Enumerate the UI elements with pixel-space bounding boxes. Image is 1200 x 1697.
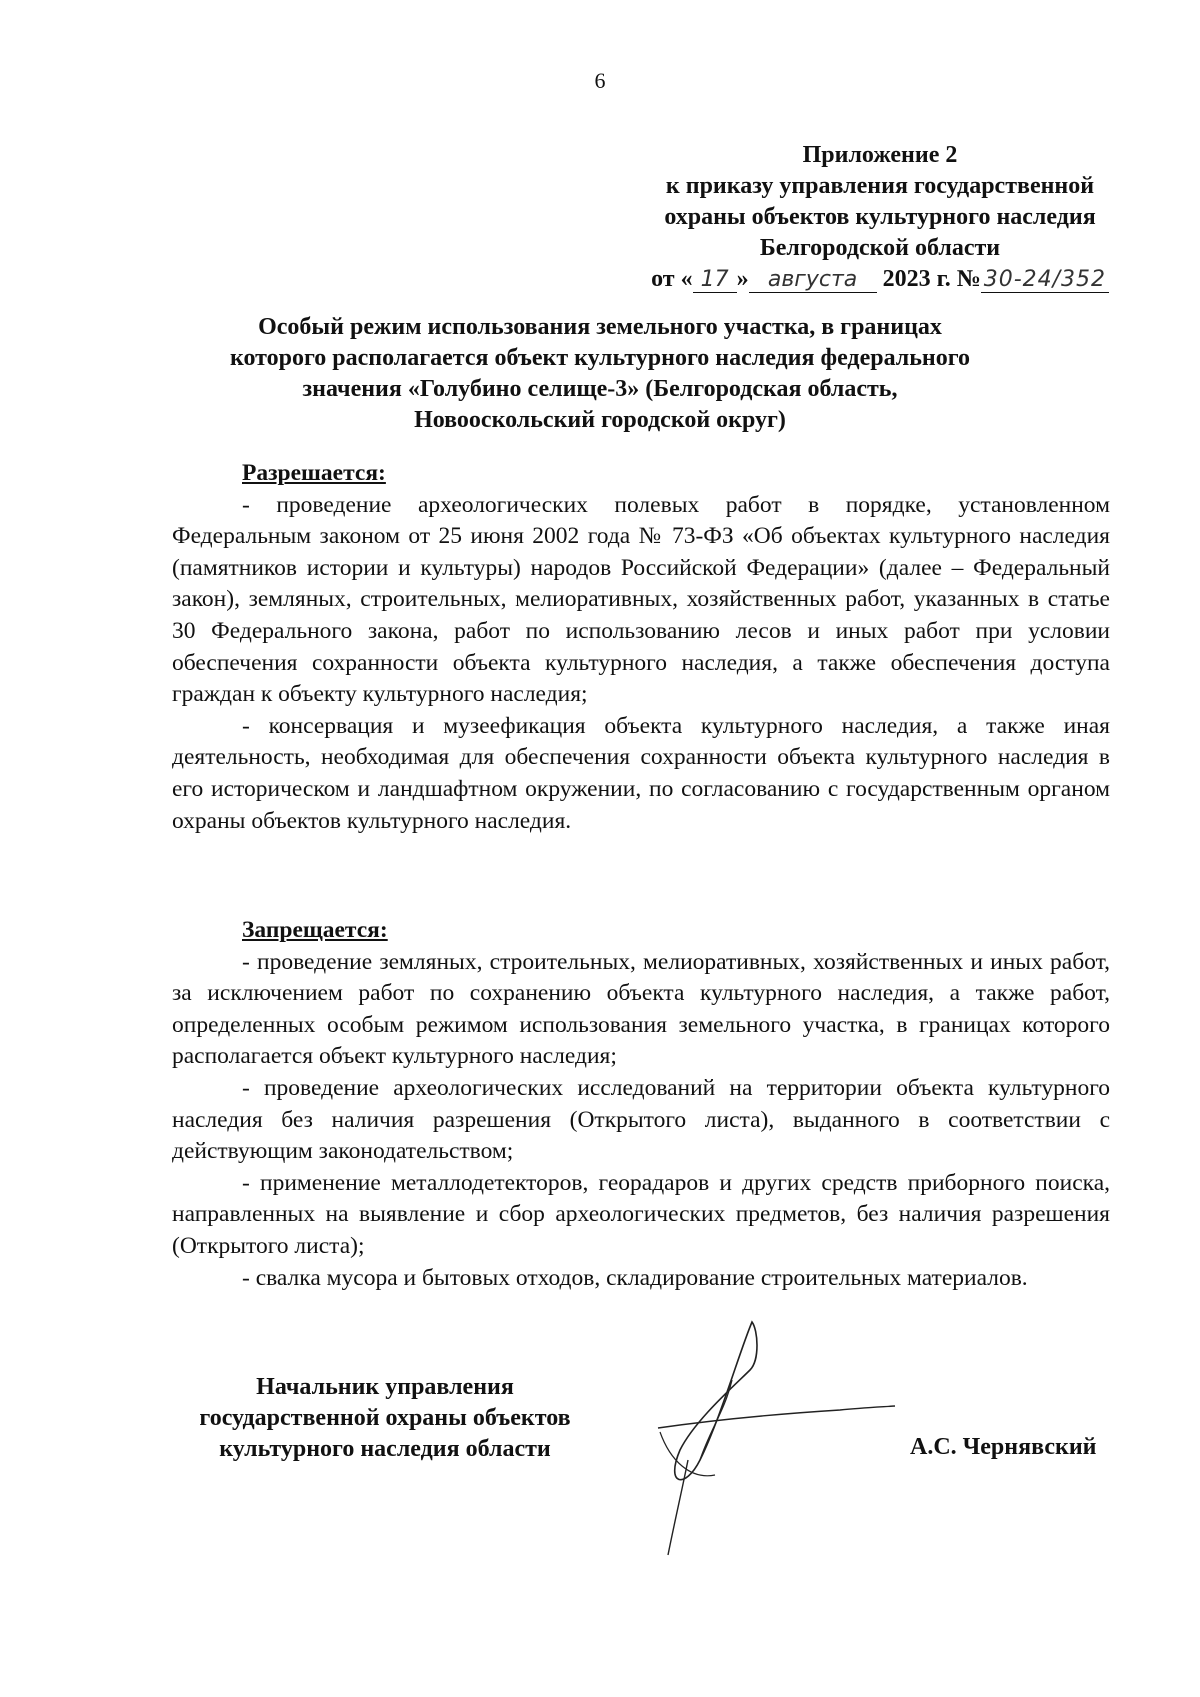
handwritten-signature (640, 1310, 900, 1560)
title-line-2: которого располагается объект культурного наследия федерального (229, 345, 971, 371)
position-line-3: культурного наследия области (219, 1436, 551, 1462)
handwritten-order-number: 30-24/352 (981, 268, 1109, 293)
document-title (200, 312, 1000, 436)
date-quote-close: » (736, 266, 749, 292)
allowed-heading: Разрешается: (242, 460, 386, 486)
allowed-item: - консервация и музеефикация объекта культурного наследия, а также иная деятельность, необходимая для обеспечения сохранности объекта культурного наследия в его историческом и ландшафтном окружении, по согласованию с государственным органом охраны объектов культурного наследия. (172, 712, 1110, 834)
appendix-header (640, 140, 1120, 295)
handwritten-day: 17 (693, 268, 737, 293)
title-line-3: значения «Голубино селище-3» (Белгородская область, (302, 376, 898, 402)
forbidden-section (172, 915, 1110, 1294)
handwritten-month: августа (749, 268, 877, 293)
forbidden-item: - свалка мусора и бытовых отходов, складирование строительных материалов. (242, 1264, 1028, 1291)
title-line-4: Новооскольский городской округ) (414, 407, 786, 433)
allowed-section (172, 458, 1110, 837)
title-line-1: Особый режим использования земельного участка, в границах (258, 314, 942, 340)
date-prefix: от « (651, 266, 693, 292)
position-line-2: государственной охраны объектов (199, 1405, 571, 1431)
position-line-1: Начальник управления (256, 1374, 514, 1400)
forbidden-item: - применение металлодетекторов, георадаров и других средств приборного поиска, направленных на выявление и сбор археологических предметов, без наличия разрешения (Открытого листа); (172, 1169, 1110, 1259)
signatory-name: А.С. Чернявский (910, 1434, 1097, 1460)
date-year: 2023 г. № (882, 266, 981, 292)
signatory-position (170, 1372, 600, 1465)
appendix-authority-line: охраны объектов культурного наследия (664, 204, 1096, 230)
page-number: 6 (594, 68, 606, 93)
appendix-order-line: к приказу управления государственной (665, 173, 1095, 199)
forbidden-heading: Запрещается: (242, 917, 388, 943)
appendix-region-line: Белгородской области (759, 235, 1001, 261)
appendix-title: Приложение 2 (802, 142, 958, 168)
forbidden-item: - проведение земляных, строительных, мелиоративных, хозяйственных и иных работ, за исключением работ по сохранению объекта культурного наследия, а также работ, определенных особым режимом использования земельного участка, в границах которого располагается объект культурного наследия; (172, 948, 1110, 1070)
forbidden-item: - проведение археологических исследований на территории объекта культурного наследия без наличия разрешения (Открытого листа), выданного в соответствии с действующим законодательством; (172, 1074, 1110, 1165)
appendix-date-line (640, 264, 1120, 295)
allowed-item: - проведение археологических полевых работ в порядке, установленном Федеральным законом от 25 июня 2002 года № 73-ФЗ «Об объектах культурного наследия (памятников истории и культуры) народов Российской Федерации» (далее – Федеральный закон), земляных, строительных, мелиоративных, хозяйственных работ, указанных в статье 30 Федерального закона, работ по использованию лесов и иных работ при условии обеспечения сохранности объекта культурного наследия, а также обеспечения доступа граждан к объекту культурного наследия; (172, 491, 1110, 708)
